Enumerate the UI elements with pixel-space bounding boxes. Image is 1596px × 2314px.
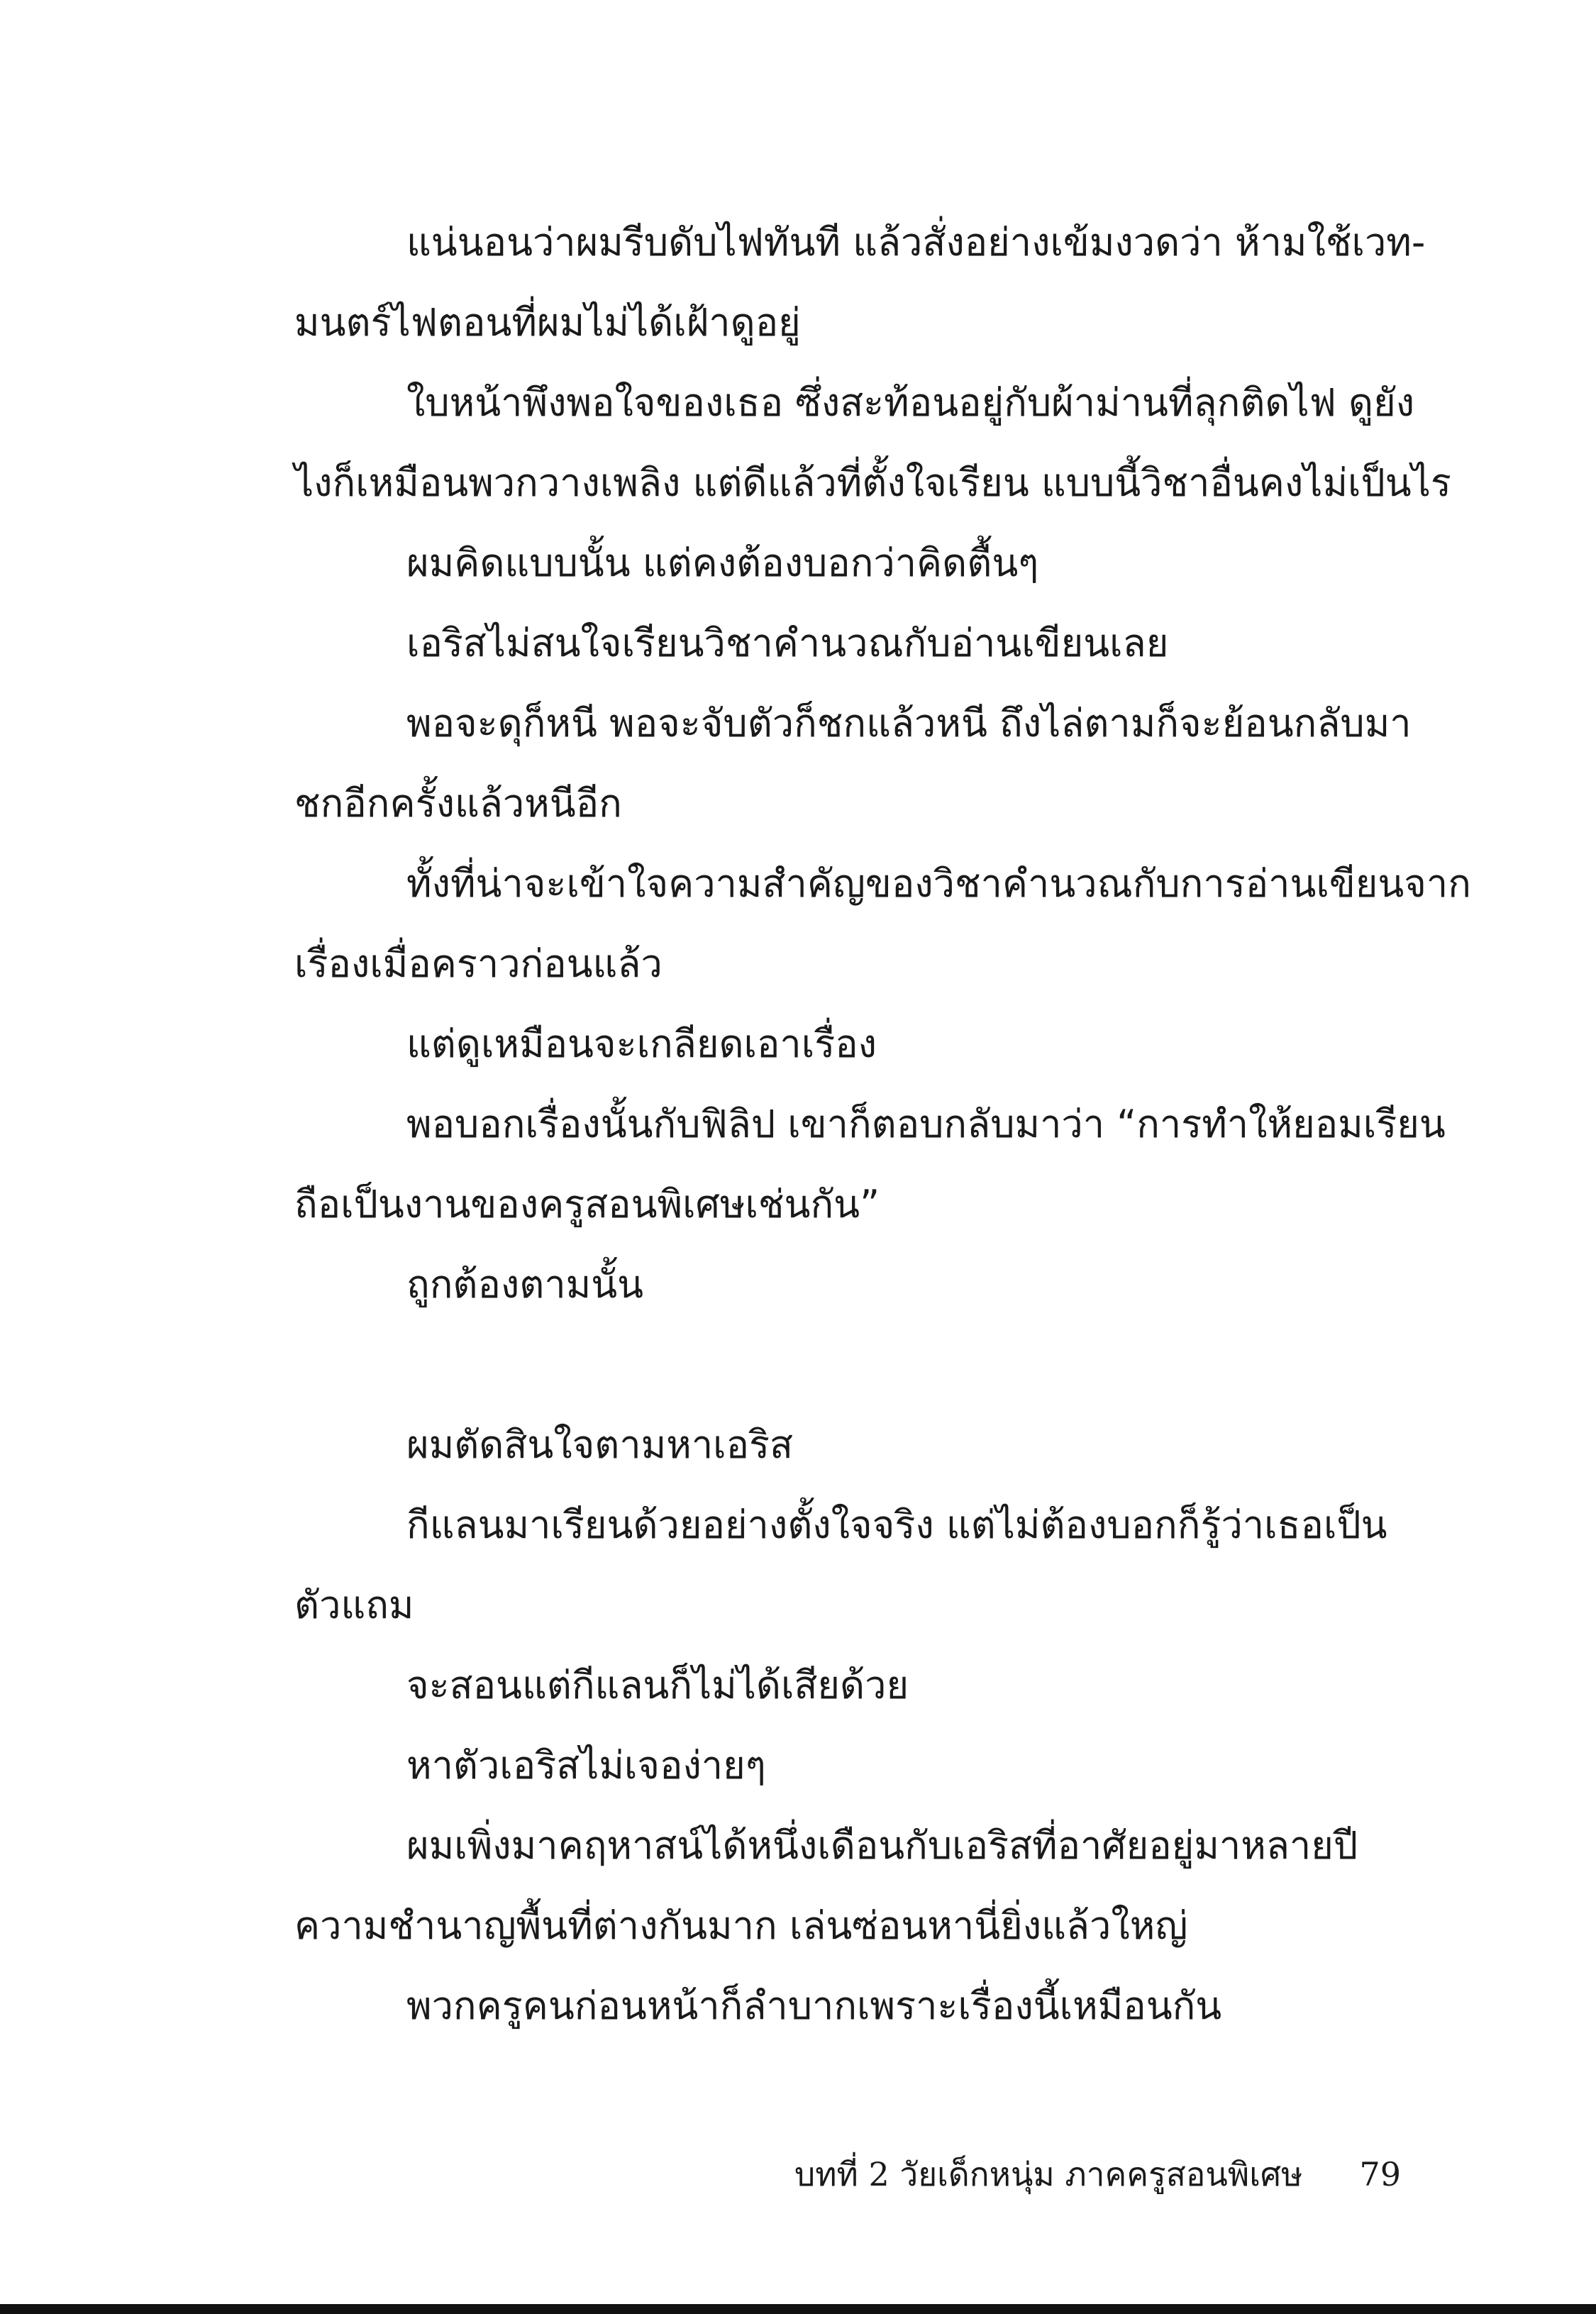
chapter-title: บทที่ 2 วัยเด็กหนุ่ม ภาคครูสอนพิเศษ: [794, 2154, 1303, 2193]
paragraph-line: จะสอนแต่กีแลนก็ไม่ได้เสียด้วย: [406, 1663, 909, 1707]
paragraph-line: ทั้งที่น่าจะเข้าใจความสำคัญของวิชาคำนวณกับการอ่านเขียนจาก: [406, 861, 1471, 906]
paragraph-line: ผมตัดสินใจตามหาเอริส: [406, 1422, 794, 1467]
page-footer: [294, 2149, 1401, 2199]
paragraph-line: กีแลนมาเรียนด้วยอย่างตั้งใจจริง แต่ไม่ต้องบอกก็รู้ว่าเธอเป็น: [406, 1502, 1387, 1547]
paragraph-line: หาตัวเอริสไม่เจอง่ายๆ: [406, 1743, 766, 1788]
paragraph-line: ผมเพิ่งมาคฤหาสน์ได้หนึ่งเดือนกับเอริสที่อาศัยอยู่มาหลายปี: [406, 1823, 1358, 1868]
paragraph-line: เรื่องเมื่อคราวก่อนแล้ว: [294, 941, 663, 986]
paragraph-line: พอจะดุก็หนี พอจะจับตัวก็ชกแล้วหนี ถึงไล่ตามก็จะย้อนกลับมา: [406, 701, 1412, 746]
paragraph-line: ชกอีกครั้งแล้วหนีอีก: [294, 781, 622, 826]
paragraph-line: แน่นอนว่าผมรีบดับไฟทันที แล้วสั่งอย่างเข้มงวดว่า ห้ามใช้เวท-: [406, 220, 1426, 265]
paragraph-line: ผมคิดแบบนั้น แต่คงต้องบอกว่าคิดตื้นๆ: [406, 541, 1039, 585]
bottom-rule: [0, 2304, 1596, 2314]
page-number: 79: [1359, 2155, 1401, 2193]
paragraph-line: ความชำนาญพื้นที่ต่างกันมาก เล่นซ่อนหานี่ยิ่งแล้วใหญ่: [294, 1903, 1188, 1948]
paragraph-line: เอริสไม่สนใจเรียนวิชาคำนวณกับอ่านเขียนเลย: [406, 621, 1169, 665]
paragraph-line: แต่ดูเหมือนจะเกลียดเอาเรื่อง: [406, 1022, 877, 1066]
paragraph-line: มนตร์ไฟตอนที่ผมไม่ได้เฝ้าดูอยู่: [294, 300, 801, 345]
paragraph-line: พอบอกเรื่องนั้นกับฟิลิป เขาก็ตอบกลับมาว่า “การทำให้ยอมเรียน: [406, 1102, 1446, 1146]
paragraph-line: ถือเป็นงานของครูสอนพิเศษเช่นกัน”: [294, 1182, 880, 1227]
paragraph-line: ไงก็เหมือนพวกวางเพลิง แต่ดีแล้วที่ตั้งใจเรียน แบบนี้วิชาอื่นคงไม่เป็นไร: [294, 460, 1451, 505]
paragraph-line: ถูกต้องตามนั้น: [406, 1262, 644, 1307]
paragraph-line: ตัวแถม: [294, 1583, 414, 1627]
section-break: [294, 1324, 1401, 1405]
paragraph-line: ใบหน้าพึงพอใจของเธอ ซึ่งสะท้อนอยู่กับผ้าม่านที่ลุกติดไฟ ดูยัง: [406, 380, 1415, 425]
paragraph-line: พวกครูคนก่อนหน้าก็ลำบากเพราะเรื่องนี้เหมือนกัน: [406, 1983, 1222, 2028]
body-text: [294, 202, 1471, 2046]
